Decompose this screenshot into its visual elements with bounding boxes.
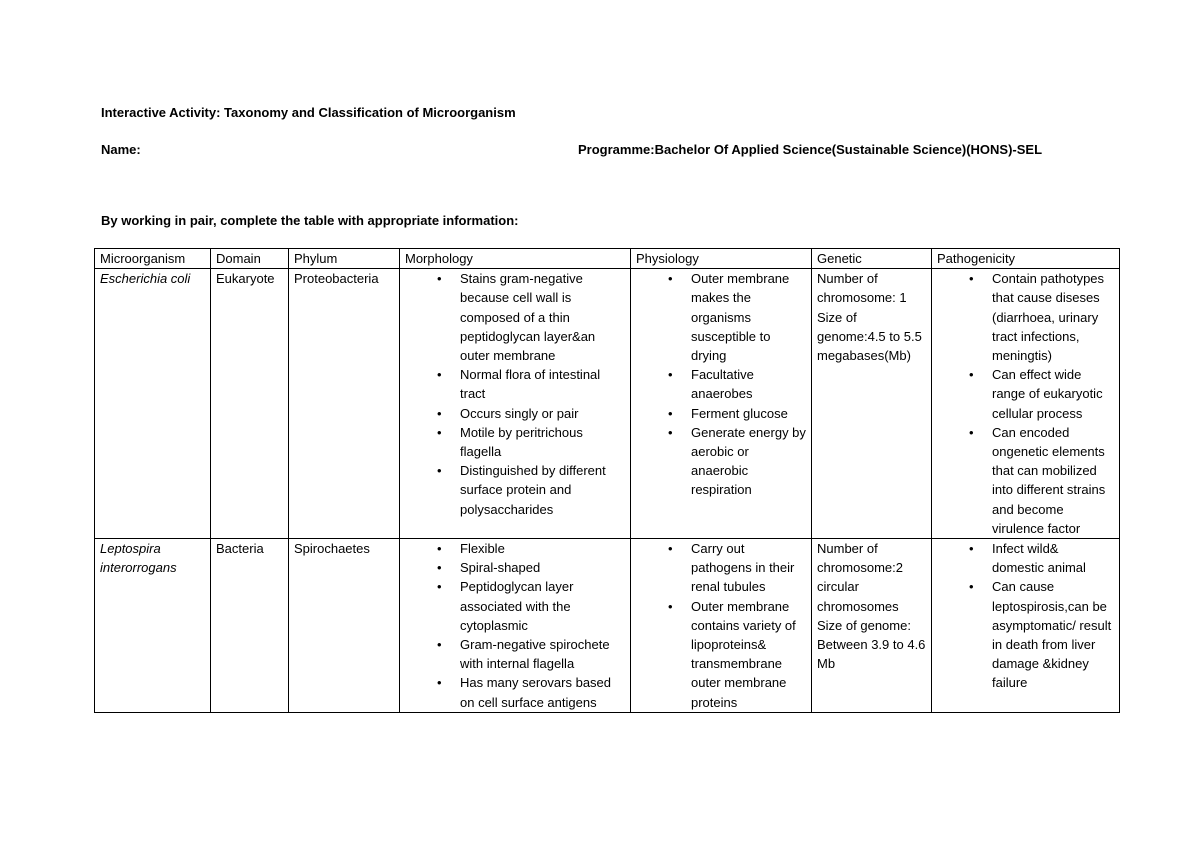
- genetic-line: Number of chromosome: 1: [817, 271, 907, 306]
- list-item: • Distinguished by different surface protein and polysaccharides: [405, 461, 625, 519]
- list-item: • Outer membrane contains variety of lipoproteins& transmembrane outer membrane proteins: [636, 597, 806, 712]
- cell-morphology: [400, 269, 631, 539]
- physiology-list: [636, 539, 806, 712]
- cell-genetic: [812, 269, 932, 539]
- list-item: • Has many serovars based on cell surface antigens: [405, 673, 625, 711]
- morphology-list: [405, 269, 625, 519]
- cell-domain: Eukaryote: [211, 269, 289, 539]
- list-item: • Occurs singly or pair: [405, 404, 625, 423]
- genetic-line: Number of chromosome:2 circular chromosomes: [817, 541, 903, 614]
- morphology-list: [405, 539, 625, 712]
- name-label: Name:: [101, 142, 141, 157]
- list-item: • Flexible: [405, 539, 625, 558]
- instruction-text: By working in pair, complete the table with appropriate information:: [101, 213, 519, 228]
- list-item: • Outer membrane makes the organisms susceptible to drying: [636, 269, 806, 365]
- list-item: • Ferment glucose: [636, 404, 806, 423]
- list-item: • Motile by peritrichous flagella: [405, 423, 625, 461]
- header-genetic: Genetic: [812, 249, 932, 269]
- cell-morphology: [400, 539, 631, 713]
- list-item: • Carry out pathogens in their renal tubules: [636, 539, 806, 597]
- cell-phylum: Proteobacteria: [289, 269, 400, 539]
- document-title: Interactive Activity: Taxonomy and Classification of Microorganism: [101, 105, 516, 120]
- cell-physiology: [631, 539, 812, 713]
- header-domain: Domain: [211, 249, 289, 269]
- header-pathogenicity: Pathogenicity: [932, 249, 1120, 269]
- cell-phylum: Spirochaetes: [289, 539, 400, 713]
- pathogenicity-list: [937, 539, 1114, 693]
- table-header-row: [95, 249, 1120, 269]
- list-item: • Gram-negative spirochete with internal flagella: [405, 635, 625, 673]
- list-item: • Peptidoglycan layer associated with the cytoplasmic: [405, 577, 625, 635]
- pathogenicity-list: [937, 269, 1114, 538]
- cell-microorganism: Escherichia coli: [95, 269, 211, 539]
- genetic-line: Size of genome: Between 3.9 to 4.6 Mb: [817, 617, 926, 672]
- header-physiology: Physiology: [631, 249, 812, 269]
- programme-label: Programme:Bachelor Of Applied Science(Sustainable Science)(HONS)-SEL: [578, 142, 1043, 157]
- list-item: • Can cause leptospirosis,can be asymptomatic/ result in death from liver damage &kidney failure: [937, 577, 1114, 692]
- table-row: [95, 269, 1120, 539]
- list-item: • Contain pathotypes that cause diseses (diarrhoea, urinary tract infections, meningtis): [937, 269, 1114, 365]
- classification-table: [94, 248, 1120, 713]
- list-item: • Generate energy by aerobic or anaerobic respiration: [636, 423, 806, 500]
- header-phylum: Phylum: [289, 249, 400, 269]
- table-row: [95, 539, 1120, 713]
- header-microorganism: Microorganism: [95, 249, 211, 269]
- list-item: • Spiral-shaped: [405, 558, 625, 577]
- list-item: • Normal flora of intestinal tract: [405, 365, 625, 403]
- cell-domain: Bacteria: [211, 539, 289, 713]
- genetic-line: Size of genome:4.5 to 5.5 megabases(Mb): [817, 309, 922, 364]
- cell-pathogenicity: [932, 539, 1120, 713]
- physiology-list: [636, 269, 806, 499]
- list-item: • Stains gram-negative because cell wall is composed of a thin peptidoglycan layer&an outer membrane: [405, 269, 625, 365]
- cell-physiology: [631, 269, 812, 539]
- list-item: • Can encoded ongenetic elements that can mobilized into different strains and become virulence factor: [937, 423, 1114, 538]
- cell-genetic: [812, 539, 932, 713]
- list-item: • Facultative anaerobes: [636, 365, 806, 403]
- header-morphology: Morphology: [400, 249, 631, 269]
- list-item: • Infect wild& domestic animal: [937, 539, 1114, 577]
- cell-microorganism: Leptospira interorrogans: [95, 539, 211, 713]
- cell-pathogenicity: [932, 269, 1120, 539]
- list-item: • Can effect wide range of eukaryotic cellular process: [937, 365, 1114, 423]
